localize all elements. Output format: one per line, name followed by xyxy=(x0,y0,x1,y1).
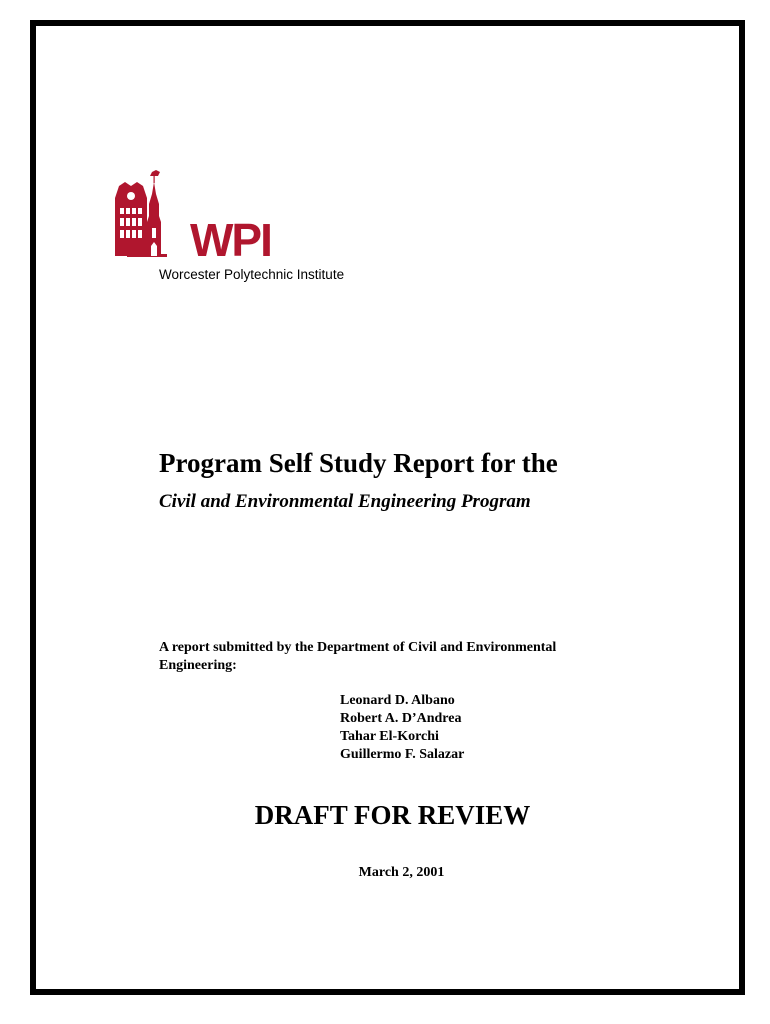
author-name: Leonard D. Albano xyxy=(340,693,455,708)
report-subtitle: Civil and Environmental Engineering Program xyxy=(159,491,531,512)
author-name: Tahar El-Korchi xyxy=(340,729,439,744)
submitted-by: A report submitted by the Department of Civil and Environmental Engineering: xyxy=(159,640,557,673)
author-name: Robert A. D’Andrea xyxy=(340,711,462,726)
author-name: Guillermo F. Salazar xyxy=(340,747,465,762)
report-title: Program Self Study Report for the xyxy=(159,448,558,478)
author-list xyxy=(340,692,464,764)
institute-name: Worcester Polytechnic Institute xyxy=(159,267,345,282)
report-date: March 2, 2001 xyxy=(358,865,445,880)
wpi-logo xyxy=(113,168,303,260)
wpi-wordmark: WPI xyxy=(190,214,271,260)
draft-status: DRAFT FOR REVIEW xyxy=(254,800,531,830)
